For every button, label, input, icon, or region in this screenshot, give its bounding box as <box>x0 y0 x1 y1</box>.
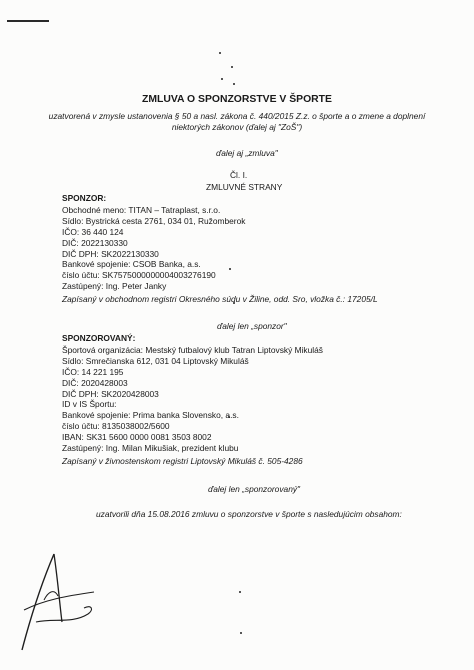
intro-line-2: niektorých zákonov (ďalej aj "ZoŠ") <box>171 122 303 132</box>
scan-speck <box>231 66 233 68</box>
sponsored-line: Bankové spojenie: Prima banka Slovensko, a.s. <box>62 410 239 421</box>
sponsored-line: IBAN: SK31 5600 0000 0081 3503 8002 <box>62 432 212 443</box>
header-stroke <box>7 20 49 22</box>
sponsor-line: IČO: 36 440 124 <box>62 226 124 237</box>
sponsor-register: Zapísaný v obchodnom registri Okresného súdu v Žiline, odd. Sro, vložka č.: 17205/L <box>62 294 378 304</box>
sponsored-line: ID v IS Športu: <box>62 399 117 410</box>
sponsored-details <box>62 345 323 454</box>
scan-speck <box>240 632 242 634</box>
sponsored-line: číslo účtu: 8135038002/5600 <box>62 421 170 432</box>
sponsor-ref: ďalej len „sponzor" <box>217 321 287 331</box>
scan-speck <box>239 591 241 593</box>
scan-speck <box>221 78 223 80</box>
sponsor-line: Bankové spojenie: CSOB Banka, a.s. <box>62 259 201 270</box>
sponsor-line: číslo účtu: SK7575000000004003276190 <box>62 270 216 281</box>
sponsor-line: DIČ: 2022130330 <box>62 237 128 248</box>
sponsor-heading: SPONZOR: <box>62 193 107 203</box>
article-heading: ZMLUVNÉ STRANY <box>206 182 283 192</box>
sponsored-ref: ďalej len „sponzorovaný" <box>208 484 301 494</box>
sponsor-line: Sídlo: Bystrická cesta 2761, 034 01, Ružomberok <box>62 215 246 226</box>
scan-speck <box>233 83 235 85</box>
sponsor-line: Obchodné meno: TITAN – Tatraplast, s.r.o. <box>62 205 221 215</box>
sponsor-line: DIČ DPH: SK2022130330 <box>62 248 159 259</box>
scan-speck <box>219 52 221 54</box>
sponsor-details <box>62 205 245 292</box>
document-title: ZMLUVA O SPONZORSTVE V ŠPORTE <box>142 94 332 105</box>
sponsored-heading: SPONZOROVANÝ: <box>62 333 136 343</box>
sponsored-line: IČO: 14 221 195 <box>62 366 124 377</box>
sponsored-register: Zapísaný v živnostenskom registri Liptovský Mikuláš č. 505-4286 <box>62 456 303 466</box>
sponsor-line: Zastúpený: Ing. Peter Janky <box>62 281 167 292</box>
signature <box>14 552 100 652</box>
ref-zmluva: ďalej aj „zmluva" <box>216 148 278 158</box>
sponsored-line: Zastúpený: Ing. Milan Mikušiak, prezident klubu <box>62 443 239 454</box>
closing-line: uzatvorili dňa 15.08.2016 zmluvu o sponzorstve v športe s nasledujúcim obsahom: <box>96 509 402 519</box>
sponsored-line: DIČ DPH: SK2020428003 <box>62 388 159 399</box>
sponsored-line: Sídlo: Smrečianska 612, 031 04 Liptovský Mikuláš <box>62 355 249 366</box>
sponsored-line: Športová organizácia: Mestský futbalový klub Tatran Liptovský Mikuláš <box>62 345 323 355</box>
intro-line-1: uzatvorená v zmysle ustanovenia § 50 a nasl. zákona č. 440/2015 Z.z. o športe a o zmene a doplnení <box>48 111 426 121</box>
article-number: Čl. I. <box>230 170 248 180</box>
sponsored-line: DIČ: 2020428003 <box>62 377 128 388</box>
